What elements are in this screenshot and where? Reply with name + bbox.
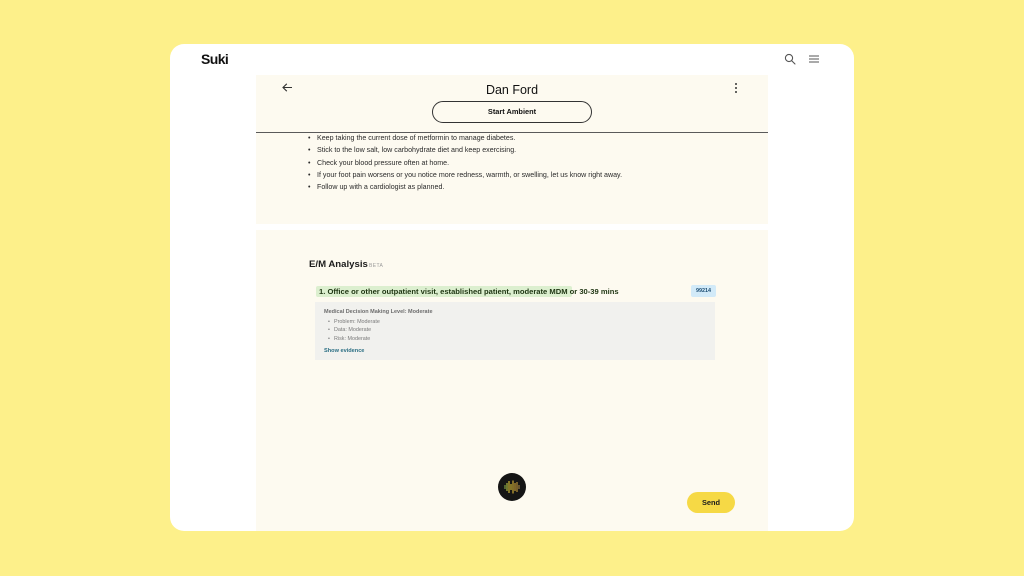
audio-waveform-icon xyxy=(504,480,520,494)
send-button[interactable]: Send xyxy=(687,492,735,513)
list-item: • Stick to the low salt, low carbohydrate diet and keep exercising. xyxy=(308,144,622,156)
list-item: • Keep taking the current dose of metformin to manage diabetes. xyxy=(308,132,622,144)
list-item: • Data: Moderate xyxy=(328,326,380,334)
em-analysis-title: E/M Analysis xyxy=(309,259,368,270)
beta-badge: BETA xyxy=(369,263,384,269)
list-item: • Problem: Moderate xyxy=(328,318,380,326)
list-item: • Follow up with a cardiologist as planned. xyxy=(308,181,622,193)
menu-icon[interactable] xyxy=(808,53,820,65)
mdm-details-card xyxy=(315,302,715,360)
brand-logo: Suki xyxy=(201,51,229,67)
list-item: • Check your blood pressure often at home. xyxy=(308,157,622,169)
list-item: • If your foot pain worsens or you notice more redness, warmth, or swelling, let us know right away. xyxy=(308,169,622,181)
ambient-mic-button[interactable] xyxy=(498,473,526,501)
start-ambient-button[interactable]: Start Ambient xyxy=(432,101,592,123)
code-description[interactable]: 1. Office or other outpatient visit, established patient, moderate MDM or 30-39 mins xyxy=(319,287,619,296)
cpt-code-badge: 99214 xyxy=(691,285,716,297)
em-analysis-panel xyxy=(256,230,768,531)
more-vertical-icon[interactable] xyxy=(734,82,738,94)
list-item: • Risk: Moderate xyxy=(328,335,380,343)
app-window xyxy=(170,44,854,531)
patient-note-panel xyxy=(256,75,768,224)
mdm-items-list xyxy=(328,318,380,343)
show-evidence-link[interactable]: Show evidence xyxy=(324,348,365,354)
patient-name: Dan Ford xyxy=(485,83,539,97)
mdm-level-label: Medical Decision Making Level: Moderate xyxy=(324,309,433,315)
search-icon[interactable] xyxy=(784,53,796,65)
patient-instructions-list xyxy=(308,132,622,193)
